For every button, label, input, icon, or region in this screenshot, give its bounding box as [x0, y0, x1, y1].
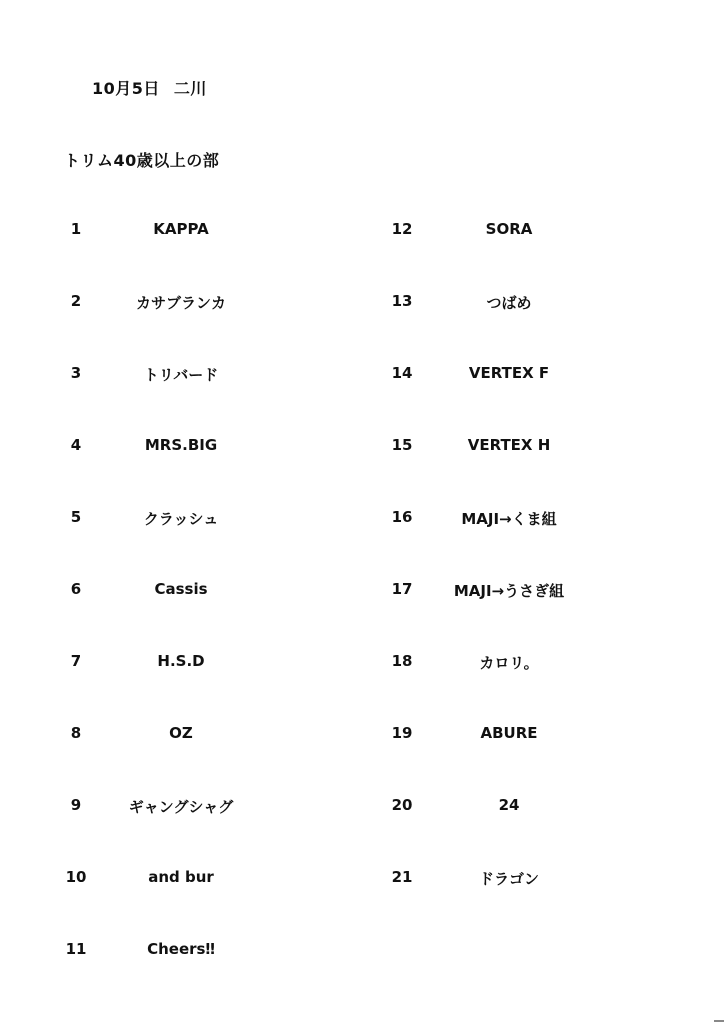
entry-number: 20: [391, 796, 413, 814]
entry-number: 19: [391, 724, 413, 742]
team-name: H.S.D: [157, 652, 205, 670]
team-name: MAJI→くま組: [461, 510, 557, 528]
team-name: SORA: [485, 220, 533, 238]
team-entry: [380, 646, 720, 718]
team-name: ギャングシャグ: [128, 798, 234, 816]
team-entry: [56, 358, 396, 430]
entry-number: 8: [70, 724, 82, 742]
team-entry: [56, 790, 396, 862]
team-name: トリバード: [143, 366, 219, 384]
team-entry: [56, 646, 396, 718]
team-name: KAPPA: [153, 220, 209, 238]
entry-number: 21: [391, 868, 413, 886]
entry-number: 7: [70, 652, 82, 670]
team-list-right: [380, 214, 720, 934]
team-entry: [56, 286, 396, 358]
entry-number: 9: [70, 796, 82, 814]
entry-number: 18: [391, 652, 413, 670]
team-entry: [56, 862, 396, 934]
team-entry: [380, 502, 720, 574]
entry-number: 5: [70, 508, 82, 526]
entry-number: 4: [70, 436, 82, 454]
date-line: [92, 76, 207, 99]
team-name: VERTEX F: [468, 364, 550, 382]
entry-number: 1: [70, 220, 82, 238]
team-entry: [380, 214, 720, 286]
team-entry: [380, 358, 720, 430]
team-name: MRS.BIG: [144, 436, 218, 454]
team-entry: [380, 286, 720, 358]
team-entry: [56, 718, 396, 790]
entry-number: 15: [391, 436, 413, 454]
date-text: 10月5日: [92, 79, 160, 98]
location-text: 二川: [173, 79, 207, 98]
team-entry: [56, 214, 396, 286]
team-entry: [380, 790, 720, 862]
team-entry: [380, 862, 720, 934]
team-name: OZ: [169, 724, 193, 742]
team-name: Cassis: [154, 580, 208, 598]
team-name: ABURE: [480, 724, 538, 742]
team-entry: [380, 574, 720, 646]
team-name: クラッシュ: [143, 510, 219, 528]
team-entry: [56, 430, 396, 502]
team-name: MAJI→うさぎ組: [453, 582, 565, 600]
team-entry: [56, 934, 396, 1006]
team-name: つばめ: [486, 294, 532, 312]
entry-number: 6: [70, 580, 82, 598]
entry-number: 2: [70, 292, 82, 310]
team-name: カサブランカ: [135, 294, 226, 312]
team-name: ドラゴン: [478, 870, 539, 888]
team-name: Cheers‼: [147, 940, 215, 958]
section-title: トリム40歳以上の部: [64, 151, 220, 170]
team-name: カロリ。: [479, 654, 539, 672]
team-name: and bur: [148, 868, 214, 886]
entry-number: 12: [391, 220, 413, 238]
scan-edge-mark: [714, 1020, 724, 1022]
team-entry: [380, 430, 720, 502]
entry-number: 13: [391, 292, 413, 310]
team-entry: [56, 502, 396, 574]
team-name: 24: [498, 796, 520, 814]
entry-number: 14: [391, 364, 413, 382]
team-entry: [380, 718, 720, 790]
team-entry: [56, 574, 396, 646]
entry-number: 11: [65, 940, 87, 958]
team-name: VERTEX H: [467, 436, 551, 454]
entry-number: 3: [70, 364, 82, 382]
entry-number: 10: [65, 868, 87, 886]
entry-number: 17: [391, 580, 413, 598]
team-list-left: [56, 214, 396, 1006]
entry-number: 16: [391, 508, 413, 526]
